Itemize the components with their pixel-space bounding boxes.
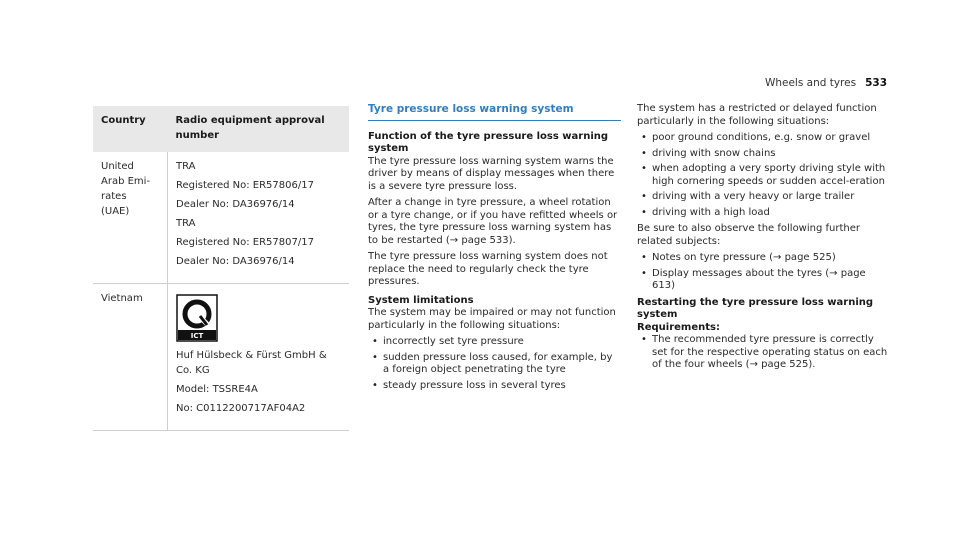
header-country: Country: [93, 106, 168, 152]
approval-line: Registered No: ER57806/17: [176, 180, 314, 191]
paragraph: The system may be impaired or may not function particularly in the following situations:: [368, 307, 616, 331]
ict-logo-text: ICT: [190, 332, 204, 340]
restriction-list: [637, 132, 889, 219]
system-limitations-title: System limitations: [368, 294, 474, 306]
paragraph: The tyre pressure loss warning system does not replace the need to regularly check the tyre pressures.: [368, 251, 608, 287]
country-cell: [93, 152, 168, 284]
list-item: • Notes on tyre pressure (→ page 525): [637, 252, 889, 265]
list-item: • incorrectly set tyre pressure: [368, 336, 621, 349]
page-number: 533: [865, 77, 887, 89]
paragraph: After a change in tyre pressure, a wheel rotation or a tyre change, or if you have refitted wheels or tyres, the tyre pressure loss warning system has to be restarted (→ page 533).: [368, 197, 618, 246]
list-item: • when adopting a very sporty driving style with high cornering speeds or sudden accel-eration: [637, 163, 889, 188]
tyre-pressure-column: [368, 103, 621, 396]
list-item: • steady pressure loss in several tyres: [368, 380, 621, 393]
list-item: • driving with a high load: [637, 207, 889, 220]
approval-line: Dealer No: DA36976/14: [176, 256, 295, 267]
list-item: • Display messages about the tyres (→ page 613): [637, 268, 889, 293]
country-name-line: Arab Emi-: [101, 176, 151, 187]
table-row: [93, 152, 349, 284]
radio-approval-table: [93, 106, 349, 431]
paragraph: The system has a restricted or delayed function particularly in the following situations:: [637, 103, 877, 127]
list-item: • driving with snow chains: [637, 148, 889, 161]
section-title: Wheels and tyres: [764, 77, 857, 89]
country-cell: [93, 284, 168, 431]
requirements-title: Requirements:: [637, 321, 720, 333]
approval-line: No: C0112200717AF04A2: [176, 403, 306, 414]
country-name-line: rates: [101, 191, 127, 202]
list-item: • poor ground conditions, e.g. snow or gravel: [637, 132, 889, 145]
page-header: [765, 77, 887, 89]
paragraph: The tyre pressure loss warning system warns the driver by means of display messages when there is a severe tyre pressure loss.: [368, 155, 615, 192]
approval-line: Registered No: ER57807/17: [176, 237, 314, 248]
list-item: • sudden pressure loss caused, for example, by a foreign object penetrating the tyre: [368, 352, 621, 377]
table-header-row: [93, 106, 349, 152]
table-row: [93, 284, 349, 431]
restart-title: Restarting the tyre pressure loss warning system: [637, 296, 874, 320]
approval-line: TRA: [176, 218, 196, 229]
restrictions-column: [637, 103, 889, 376]
related-subjects-list: [637, 252, 889, 293]
section-heading: Tyre pressure loss warning system: [368, 103, 621, 121]
country-name-line: (UAE): [101, 206, 130, 217]
approval-line: Dealer No: DA36976/14: [176, 199, 295, 210]
function-title: Function of the tyre pressure loss warning system: [368, 130, 609, 154]
list-item: • The recommended tyre pressure is correctly set for the respective operating status on each of the four wheels (→ page 525).: [637, 334, 889, 372]
header-approval-number: Radio equipment approval number: [168, 106, 350, 152]
country-name-line: Vietnam: [101, 293, 143, 304]
country-name-line: United: [101, 161, 134, 172]
approval-cell: [168, 284, 350, 431]
approval-line: Model: TSSRE4A: [176, 384, 258, 395]
approval-cell: [168, 152, 350, 284]
limitation-list: [368, 336, 621, 392]
list-item: • driving with a very heavy or large trailer: [637, 191, 889, 204]
approval-line: Huf Hülsbeck & Fürst GmbH & Co. KG: [176, 350, 327, 376]
requirements-list: [637, 334, 889, 372]
ict-logo-icon: [176, 294, 218, 342]
approval-line: TRA: [176, 161, 196, 172]
paragraph: Be sure to also observe the following further related subjects:: [637, 223, 860, 247]
